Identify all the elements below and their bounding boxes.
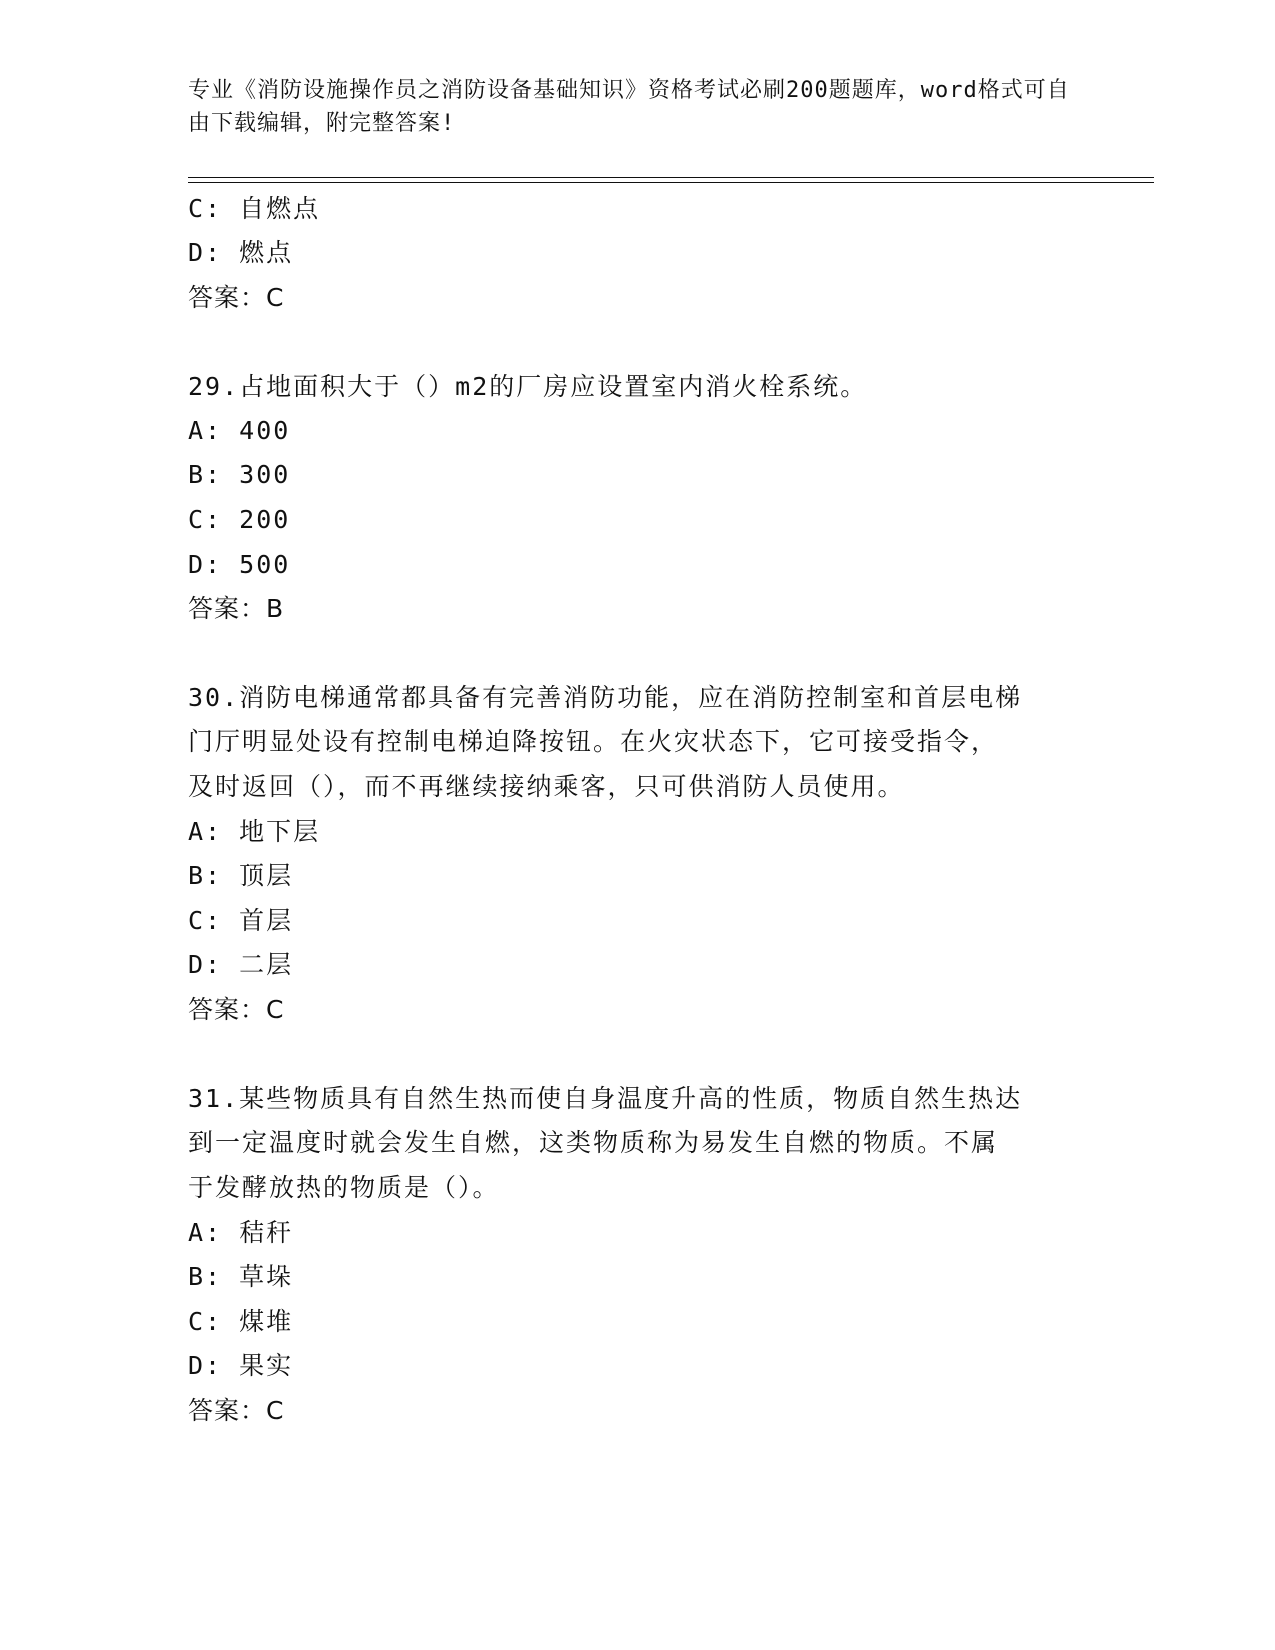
option-b: B: 300 bbox=[188, 460, 291, 489]
option-d: D: 500 bbox=[188, 550, 291, 579]
option-b: B: 草垛 bbox=[188, 1262, 294, 1291]
option-a: A: 秸秆 bbox=[188, 1218, 294, 1247]
option-b: B: 顶层 bbox=[188, 861, 294, 890]
option-c: C: 200 bbox=[188, 505, 291, 534]
question-31-line-1: 31.某些物质具有自然生热而使自身温度升高的性质，物质自然生热达 bbox=[188, 1084, 1023, 1113]
question-29: 29.占地面积大于（）m2的厂房应设置室内消火栓系统。 bbox=[188, 372, 868, 401]
option-a: A: 400 bbox=[188, 416, 291, 445]
option-d: D: 燃点 bbox=[188, 238, 294, 267]
question-30-line-2: 门厅明显处设有控制电梯迫降按钮。在火灾状态下，它可接受指令， bbox=[188, 727, 999, 756]
option-c: C: 煤堆 bbox=[188, 1307, 294, 1336]
question-30-line-3: 及时返回（），而不再继续接纳乘客，只可供消防人员使用。 bbox=[188, 772, 905, 801]
answer: 答案：C bbox=[188, 995, 285, 1024]
document-header: 专业《消防设施操作员之消防设备基础知识》资格考试必刷200题题库，word格式可自由下载编辑，附完整答案! bbox=[188, 78, 1070, 136]
option-c: C: 首层 bbox=[188, 906, 294, 935]
answer: 答案：C bbox=[188, 283, 285, 312]
header-rule-top bbox=[188, 177, 1154, 178]
header-rule-bottom bbox=[188, 182, 1154, 183]
answer: 答案：B bbox=[188, 594, 285, 623]
option-a: A: 地下层 bbox=[188, 817, 321, 846]
option-d: D: 二层 bbox=[188, 950, 294, 979]
question-31-line-3: 于发酵放热的物质是（）。 bbox=[188, 1173, 500, 1202]
answer: 答案：C bbox=[188, 1396, 285, 1425]
question-30-line-1: 30.消防电梯通常都具备有完善消防功能，应在消防控制室和首层电梯 bbox=[188, 683, 1023, 712]
option-d: D: 果实 bbox=[188, 1351, 294, 1380]
question-31-line-2: 到一定温度时就会发生自燃，这类物质称为易发生自燃的物质。不属 bbox=[188, 1128, 999, 1157]
option-c: C: 自燃点 bbox=[188, 194, 321, 223]
